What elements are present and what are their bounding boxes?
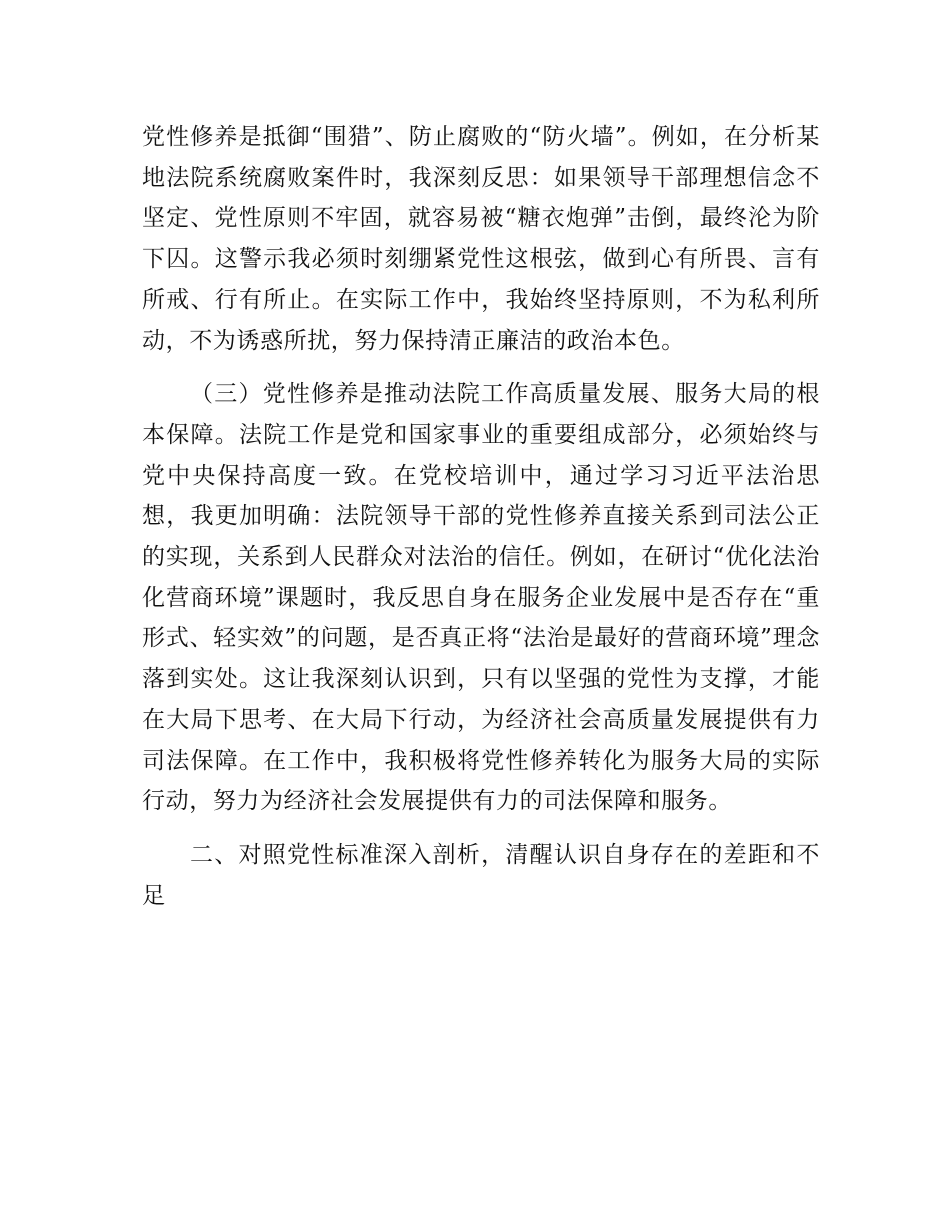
document-body (142, 117, 820, 916)
section-heading-two: 二、对照党性标准深入剖析，清醒认识自身存在的差距和不足 (142, 841, 820, 909)
paragraph-party-spirit-firewall: 党性修养是抵御“围猎”、防止腐败的“防火墙”。例如，在分析某地法院系统腐败案件时，我深刻反思：如果领导干部理想信念不坚定、党性原则不牢固，就容易被“糖衣炮弹”击倒，最终沦为阶下囚。这警示我必须时刻绷紧党性这根弦，做到心有所畏、言有所戒、行有所止。在实际工作中，我始终坚持原则，不为私利所动，不为诱惑所扰，努力保持清正廉洁的政治本色。 (142, 124, 820, 354)
paragraph-section-three: （三）党性修养是推动法院工作高质量发展、服务大局的根本保障。法院工作是党和国家事业的重要组成部分，必须始终与党中央保持高度一致。在党校培训中，通过学习习近平法治思想，我更加明确：法院领导干部的党性修养直接关系到司法公正的实现，关系到人民群众对法治的信任。例如，在研讨“优化法治化营商环境”课题时，我反思自身在服务企业发展中是否存在“重形式、轻实效”的问题，是否真正将“法治是最好的营商环境”理念落到实处。这让我深刻认识到，只有以坚强的党性为支撑，才能在大局下思考、在大局下行动，为经济社会高质量发展提供有力司法保障。在工作中，我积极将党性修养转化为服务大局的实际行动，努力为经济社会发展提供有力的司法保障和服务。 (142, 381, 820, 815)
